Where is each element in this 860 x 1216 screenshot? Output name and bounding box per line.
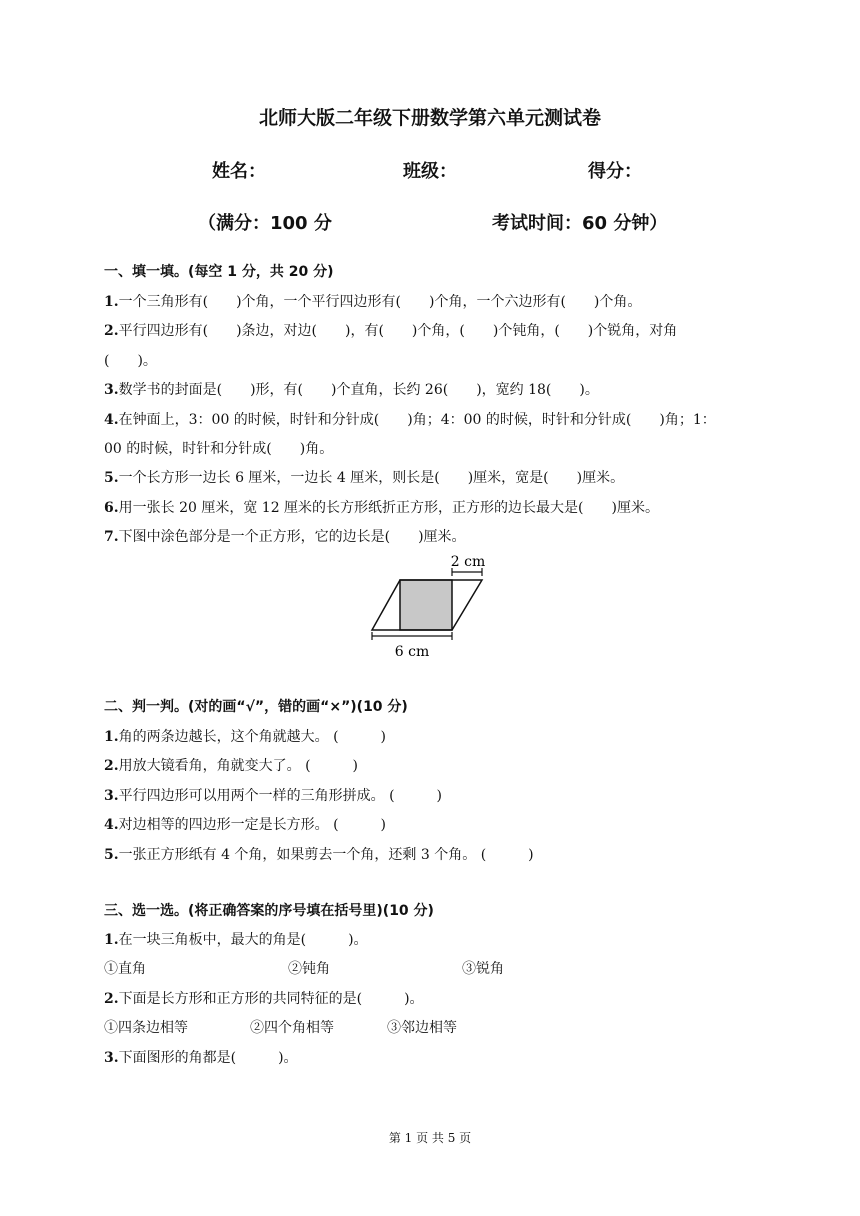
s3-question-3 — [104, 1047, 298, 1067]
question-number: 7. — [104, 529, 119, 545]
question-number: 4. — [104, 817, 119, 833]
s2-question-2 — [104, 755, 358, 775]
question-number: 6. — [104, 500, 119, 516]
question-text: 对边相等的四边形一定是长方形。 ( ) — [118, 817, 386, 833]
s1-question-4-cont: 00 的时候，时针和分针成( )角。 — [104, 441, 334, 457]
s2-question-1 — [104, 726, 386, 746]
question-number: 3. — [104, 788, 119, 804]
question-text: 一个三角形有( )个角，一个平行四边形有( )个角，一个六边形有( )个角。 — [118, 294, 642, 310]
question-number: 1. — [104, 294, 119, 310]
full-score: （满分：100 分 — [198, 213, 332, 234]
section2-heading: 二、判一判。(对的画“√”，错的画“×”)(10 分) — [104, 699, 408, 715]
section3-heading: 三、选一选。(将正确答案的序号填在括号里)(10 分) — [104, 903, 434, 919]
question-text: 在钟面上，3：00 的时候，时针和分针成( )角；4：00 的时候，时针和分针成( )角；1： — [118, 412, 716, 428]
s3-q2-option-1: ①四条边相等 — [104, 1020, 188, 1036]
section1-heading: 一、填一填。(每空 1 分，共 20 分) — [104, 264, 334, 280]
s1-question-2 — [104, 320, 677, 340]
s1-question-1 — [104, 291, 641, 311]
s3-q2-option-2: ②四个角相等 — [250, 1020, 334, 1036]
s1-question-2-cont: ( )。 — [104, 353, 157, 369]
question-text: 用一张长 20 厘米，宽 12 厘米的长方形纸折正方形，正方形的边长最大是( )厘米。 — [118, 500, 659, 516]
s2-question-5 — [104, 844, 534, 864]
question-text: 平行四边形可以用两个一样的三角形拼成。 ( ) — [118, 788, 442, 804]
s3-q1-option-3: ③锐角 — [462, 961, 504, 977]
s3-q1-option-1: ①直角 — [104, 961, 146, 977]
question-number: 1. — [104, 932, 119, 948]
question-number: 4. — [104, 412, 119, 428]
question-number: 3. — [104, 382, 119, 398]
question-number: 2. — [104, 991, 119, 1007]
name-label: 姓名： — [212, 161, 266, 182]
s3-question-2 — [104, 988, 424, 1008]
s2-question-3 — [104, 785, 442, 805]
score-label: 得分： — [588, 161, 642, 182]
question-number: 5. — [104, 470, 119, 486]
class-label: 班级： — [403, 161, 457, 182]
question-text: 在一块三角板中，最大的角是( )。 — [118, 932, 368, 948]
question-number: 5. — [104, 847, 119, 863]
s1-question-4 — [104, 409, 716, 429]
s3-q1-option-2: ②钝角 — [288, 961, 330, 977]
page-footer: 第 1 页 共 5 页 — [388, 1131, 472, 1145]
page-title: 北师大版二年级下册数学第六单元测试卷 — [258, 107, 601, 129]
exam-time: 考试时间：60 分钟） — [492, 213, 668, 234]
bottom-dimension-label: 6 cm — [394, 644, 430, 660]
question-text: 平行四边形有( )条边，对边( )，有( )个角，( )个钝角，( )个锐角，对角 — [118, 323, 678, 339]
question-text: 下面图形的角都是( )。 — [118, 1050, 298, 1066]
question-text: 数学书的封面是( )形，有( )个直角，长约 26( )，宽约 18( )。 — [118, 382, 599, 398]
s1-question-6 — [104, 497, 659, 517]
question-text: 一张正方形纸有 4 个角，如果剪去一个角，还剩 3 个角。 ( ) — [118, 847, 534, 863]
s3-q2-option-3: ③邻边相等 — [387, 1020, 457, 1036]
question-text: 下面是长方形和正方形的共同特征的是( )。 — [118, 991, 424, 1007]
question-number: 2. — [104, 758, 119, 774]
parallelogram-figure — [360, 550, 500, 662]
shaded-square — [400, 580, 452, 630]
question-text: 用放大镜看角，角就变大了。 ( ) — [118, 758, 358, 774]
s1-question-7 — [104, 526, 466, 546]
s1-question-5 — [104, 467, 624, 487]
s2-question-4 — [104, 814, 386, 834]
question-number: 1. — [104, 729, 119, 745]
s3-question-1 — [104, 929, 368, 949]
question-text: 一个长方形一边长 6 厘米，一边长 4 厘米，则长是( )厘米，宽是( )厘米。 — [118, 470, 625, 486]
question-number: 3. — [104, 1050, 119, 1066]
question-text: 下图中涂色部分是一个正方形，它的边长是( )厘米。 — [118, 529, 466, 545]
s1-question-3 — [104, 379, 599, 399]
top-dimension-label: 2 cm — [450, 554, 486, 570]
question-text: 角的两条边越长，这个角就越大。 ( ) — [118, 729, 386, 745]
question-number: 2. — [104, 323, 119, 339]
